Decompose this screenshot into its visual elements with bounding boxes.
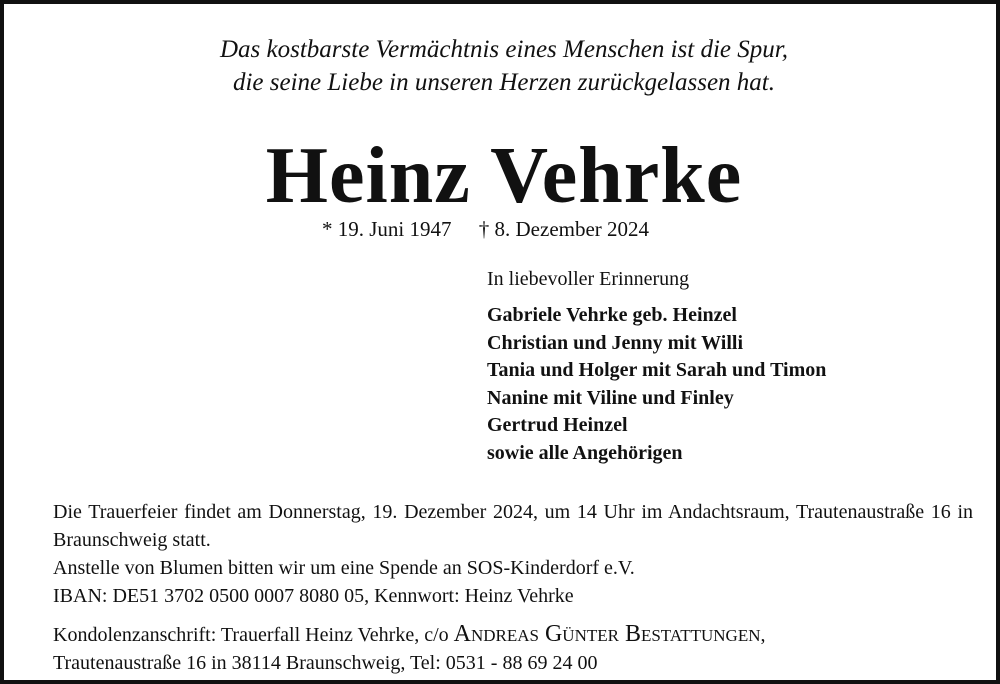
mourner-entry: Christian und Jenny mit Willi: [487, 331, 743, 354]
donation-notice: Anstelle von Blumen bitten wir um eine Spende an SOS-Kinderdorf e.V.: [53, 557, 635, 579]
funeral-home-name: Andreas Günter Bestattungen: [453, 621, 761, 647]
mourner-entry: Tania und Holger mit Sarah und Timon: [487, 359, 827, 381]
ceremony-notice: Die Trauerfeier findet am Donnerstag, 19. Dezember 2024, um 14 Uhr im Andachtsraum, Trautenaustraße 16 in Braunschweig statt.: [53, 501, 973, 551]
mourner-entry: Gertrud Heinzel: [487, 414, 628, 436]
condolence-suffix: ,: [760, 624, 766, 646]
mourner-entry: Nanine mit Viline und Finley: [487, 386, 734, 409]
death-date: † 8. Dezember 2024: [478, 217, 650, 241]
condolence-line-2: Trautenaustraße 16 in 38114 Braunschweig, Tel: 0531 - 88 69 24 00: [53, 652, 598, 674]
life-dates: [322, 212, 649, 246]
remembrance-line: In liebevoller Erinnerung: [487, 268, 690, 290]
mourner-entry: Gabriele Vehrke geb. Heinzel: [487, 304, 737, 326]
condolence-prefix: Kondolenzanschrift: Trauerfall Heinz Vehrke, c/o: [53, 624, 454, 646]
mourners-list: [487, 302, 826, 467]
birth-date: * 19. Juni 1947: [322, 217, 452, 241]
mourner-entry: sowie alle Angehörigen: [487, 441, 683, 464]
deceased-name: Heinz Vehrke: [265, 132, 743, 220]
quote-line-2: die seine Liebe in unseren Herzen zurückgelassen hat.: [232, 69, 776, 96]
bank-details: IBAN: DE51 3702 0500 0007 8080 05, Kennwort: Heinz Vehrke: [53, 585, 574, 607]
quote-line-1: Das kostbarste Vermächtnis eines Menschen ist die Spur,: [220, 36, 788, 63]
condolence-line-1: [53, 620, 973, 649]
condolence-address: [53, 620, 973, 677]
